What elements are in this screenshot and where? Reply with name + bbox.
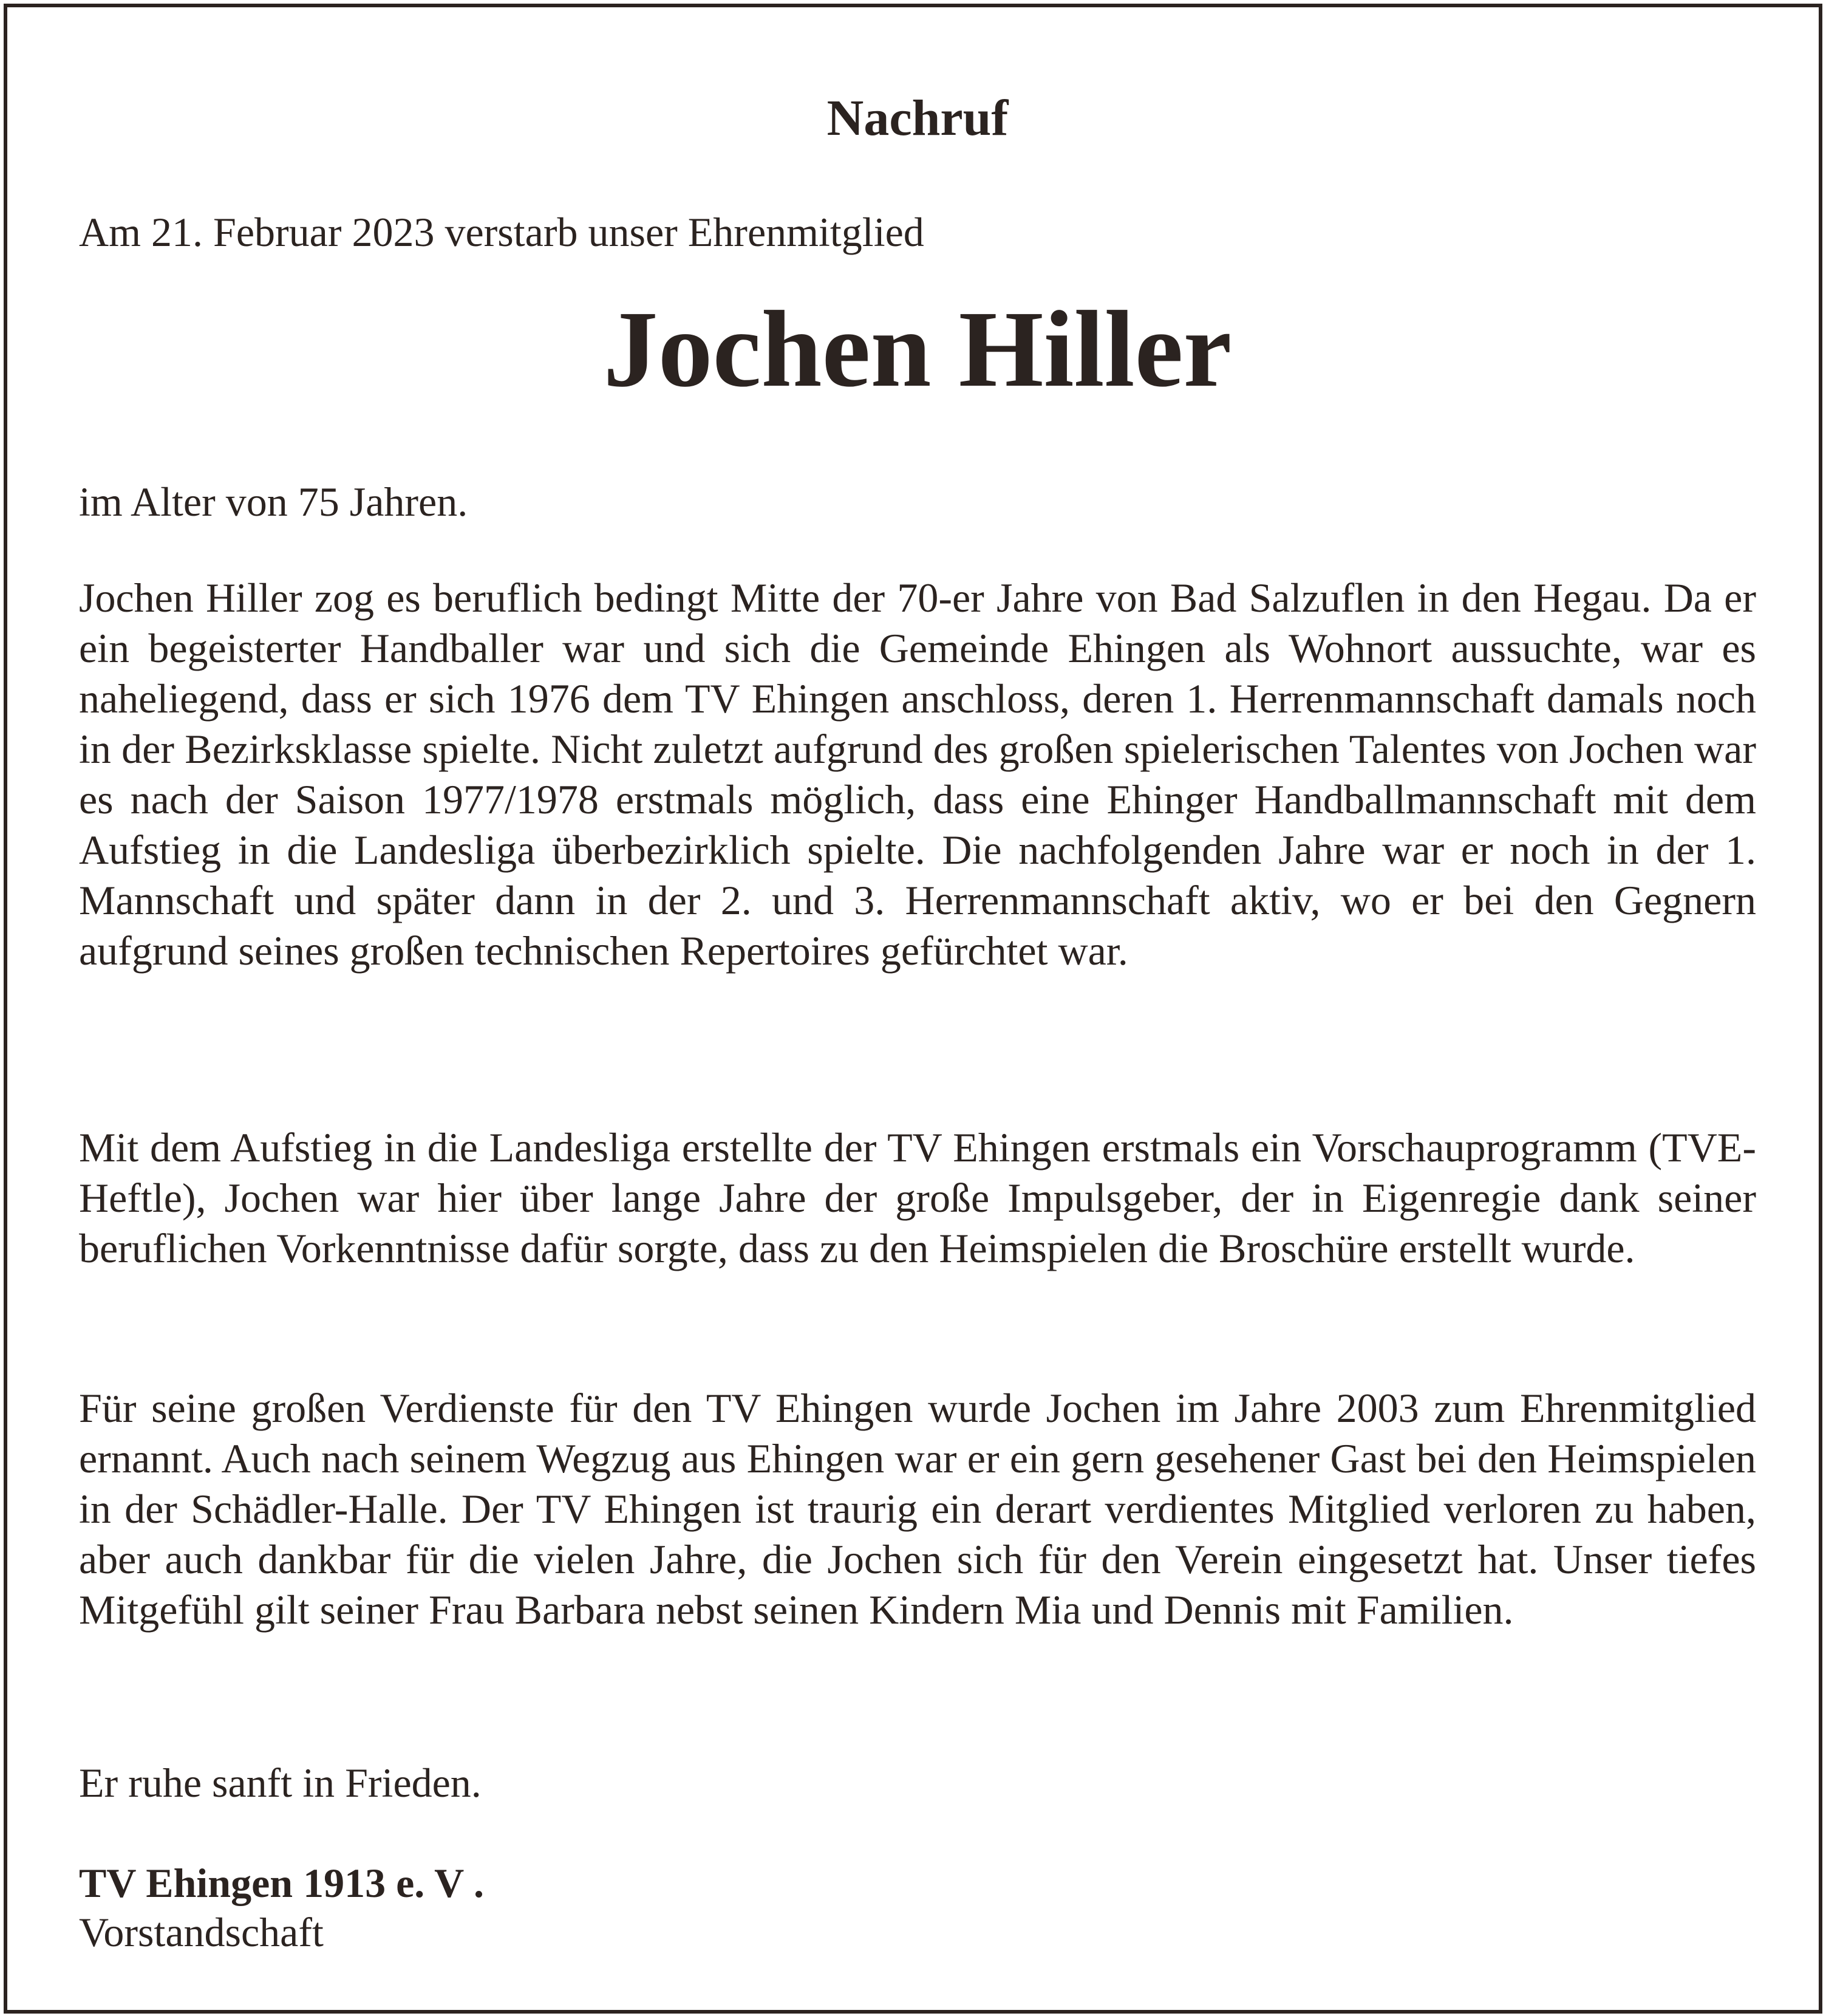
organization-department: Vorstandschaft <box>79 1909 324 1955</box>
deceased-name: Jochen Hiller <box>603 289 1232 409</box>
organization-name: TV Ehingen 1913 e. V . <box>79 1860 484 1906</box>
biography-paragraph: Jochen Hiller zog es beruflich bedingt Mitte der 70-er Jahre von Bad Salzuflen in den Hegau. Da er ein begeisterter Handballer war und sich die Gemeinde Ehingen als Wohnort aussuchte, war es naheliegend, dass er sich 1976 dem TV Ehingen anschloss, deren 1. Herrenmannschaft damals noch in der Bezirksklasse spielte. Nicht zuletzt aufgrund des großen spielerischen Talentes von Jochen war es nach der Saison 1977/1978 erstmals möglich, dass eine Ehinger Handballmannschaft mit dem Aufstieg in die Landesliga überbezirklich spielte. Die nachfolgenden Jahre war er noch in der 1. Mannschaft und später dann in der 2. und 3. Herrenmannschaft aktiv, wo er bei den Gegnern aufgrund seines großen technischen Repertoires gefürchtet war. <box>79 575 1756 974</box>
notice-heading: Nachruf <box>826 90 1009 146</box>
biography-paragraph: Für seine großen Verdienste für den TV Ehingen wurde Jochen im Jahre 2003 zum Ehrenmitglied ernannt. Auch nach seinem Wegzug aus Ehingen war er ein gern gesehener Gast bei den Heimspielen in der Schädler-Halle. Der TV Ehingen ist traurig ein derart verdientes Mitglied verloren zu haben, aber auch dankbar für die vielen Jahre, die Jochen sich für den Verein eingesetzt hat. Unser tiefes Mitgefühl gilt seiner Frau Barbara nebst seinen Kindern Mia und Dennis mit Familien. <box>79 1385 1756 1633</box>
biography-paragraph: Mit dem Aufstieg in die Landesliga erstellte der TV Ehingen erstmals ein Vorschauprogramm (TVE-Heftle), Jochen war hier über lange Jahre der große Impulsgeber, der in Eigenregie dank seiner beruflichen Vorkenntnisse dafür sorgte, dass zu den Heimspielen die Broschüre erstellt wurde. <box>79 1124 1756 1271</box>
closing-line: Er ruhe sanft in Frieden. <box>79 1760 482 1806</box>
intro-line: Am 21. Februar 2023 verstarb unser Ehrenmitglied <box>79 209 924 255</box>
age-line: im Alter von 75 Jahren. <box>79 479 468 525</box>
